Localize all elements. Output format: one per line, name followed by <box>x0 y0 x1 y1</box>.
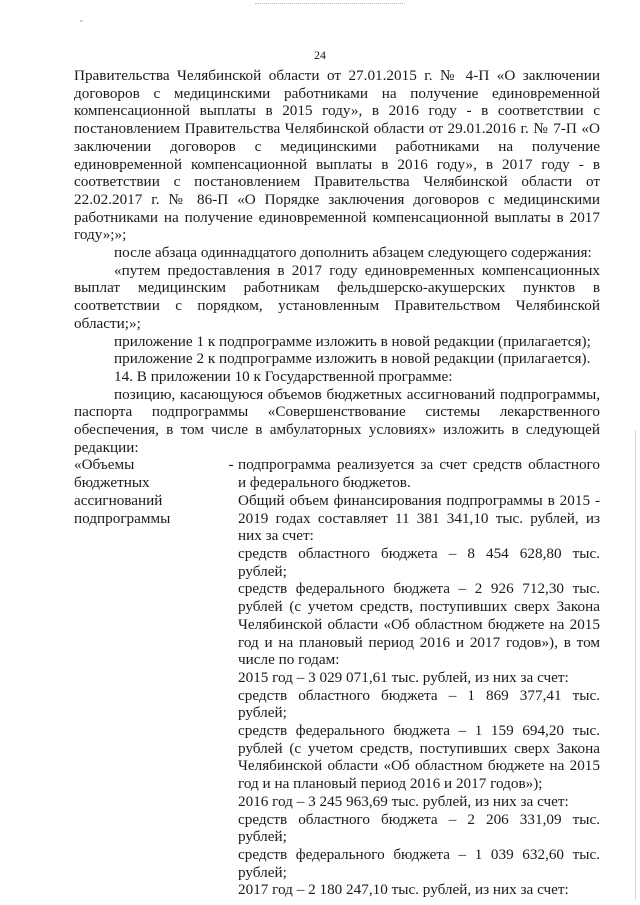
passport-label <box>74 456 224 899</box>
paragraph-appendix-1: приложение 1 к подпрограмме изложить в новой редакции (прилагается); <box>114 332 591 350</box>
passport-value-line: 2015 год – 3 029 071,61 тыс. рублей, из них за счет: <box>238 668 569 686</box>
passport-label-line: ассигнований <box>74 491 163 509</box>
passport-values <box>238 456 600 899</box>
page-number: 24 <box>314 48 326 62</box>
passport-dash: - <box>228 456 234 474</box>
passport-label-line: «Объемы <box>74 456 135 474</box>
passport-value-line: средств федерального бюджета – 2 926 712,30 тыс. рублей (с учетом средств, поступивших сверх Закона Челябинской области «Об областном бюджете на 2015 год и на плановый период 2016 и 2017 годов»), в том числе по годам: <box>238 580 600 669</box>
passport-value-line: средств областного бюджета – 8 454 628,80 тыс. рублей; <box>238 544 600 580</box>
paragraph-appendix-2: приложение 2 к подпрограмме изложить в новой редакции (прилагается). <box>114 350 591 368</box>
document-body <box>74 67 600 899</box>
passport-value-line: средств областного бюджета – 1 869 377,41 тыс. рублей; <box>238 686 600 722</box>
scan-artifact <box>255 3 405 10</box>
passport-value-line: средств федерального бюджета – 1 039 632,60 тыс. рублей; <box>238 845 600 881</box>
passport-label-line: бюджетных <box>74 474 150 492</box>
passport-label-line: подпрограммы <box>74 509 171 527</box>
passport-table <box>74 456 600 899</box>
passport-value-line: Общий объем финансирования подпрограммы в 2015 - 2019 годах составляет 11 381 341,10 тыс. рублей, из них за счет: <box>238 491 600 545</box>
paragraph-add-instruction: после абзаца одиннадцатого дополнить абзацем следующего содержания: <box>114 244 592 262</box>
passport-value-line: подпрограмма реализуется за счет средств областного и федерального бюджетов. <box>238 456 600 492</box>
scan-artifact-dot <box>80 20 83 22</box>
passport-value-line: 2016 год – 3 245 963,69 тыс. рублей, из них за счет: <box>238 792 569 810</box>
passport-value-line: средств федерального бюджета – 1 159 694,20 тыс. рублей (с учетом средств, поступивших сверх Закона Челябинской области «Об областном бюджете на 2015 год и на плановый период 2016 и 2017 годов»); <box>238 722 600 793</box>
scan-edge-line <box>635 430 636 900</box>
paragraph-quoted-addition: «путем предоставления в 2017 году единовременных компенсационных выплат медицинским работникам фельдшерско-акушерских пунктов в соответствии с порядком, установленным Правительством Челябинской области;»; <box>74 261 600 332</box>
paragraph-resolutions: Правительства Челябинской области от 27.01.2015 г. № 4-П «О заключении договоров с медицинскими работниками на получение единовременной компенсационной выплаты в 2015 году», в 2016 году - в соответствии с постановлением Правительства Челябинской области от 29.01.2016 г. № 7-П «О заключении договоров с медицинскими работниками на получение единовременной компенсационной выплаты в 2016 году», в 2017 году - в соответствии с постановлением Правительства Челябинской области от 22.02.2017 г. № 86-П «О Порядке заключения договоров с медицинскими работниками на получение единовременной компенсационной выплаты в 2017 году»;»; <box>74 67 600 244</box>
paragraph-position-intro: позицию, касающуюся объемов бюджетных ассигнований подпрограммы, паспорта подпрограммы «Совершенствование системы лекарственного обеспечения, в том числе в амбулаторных условиях» изложить в следующей редакции: <box>74 385 600 456</box>
passport-value-line: средств областного бюджета – 2 206 331,09 тыс. рублей; <box>238 810 600 846</box>
paragraph-item-14: 14. В приложении 10 к Государственной программе: <box>114 367 453 385</box>
passport-value-line: 2017 год – 2 180 247,10 тыс. рублей, из них за счет: <box>238 881 569 899</box>
